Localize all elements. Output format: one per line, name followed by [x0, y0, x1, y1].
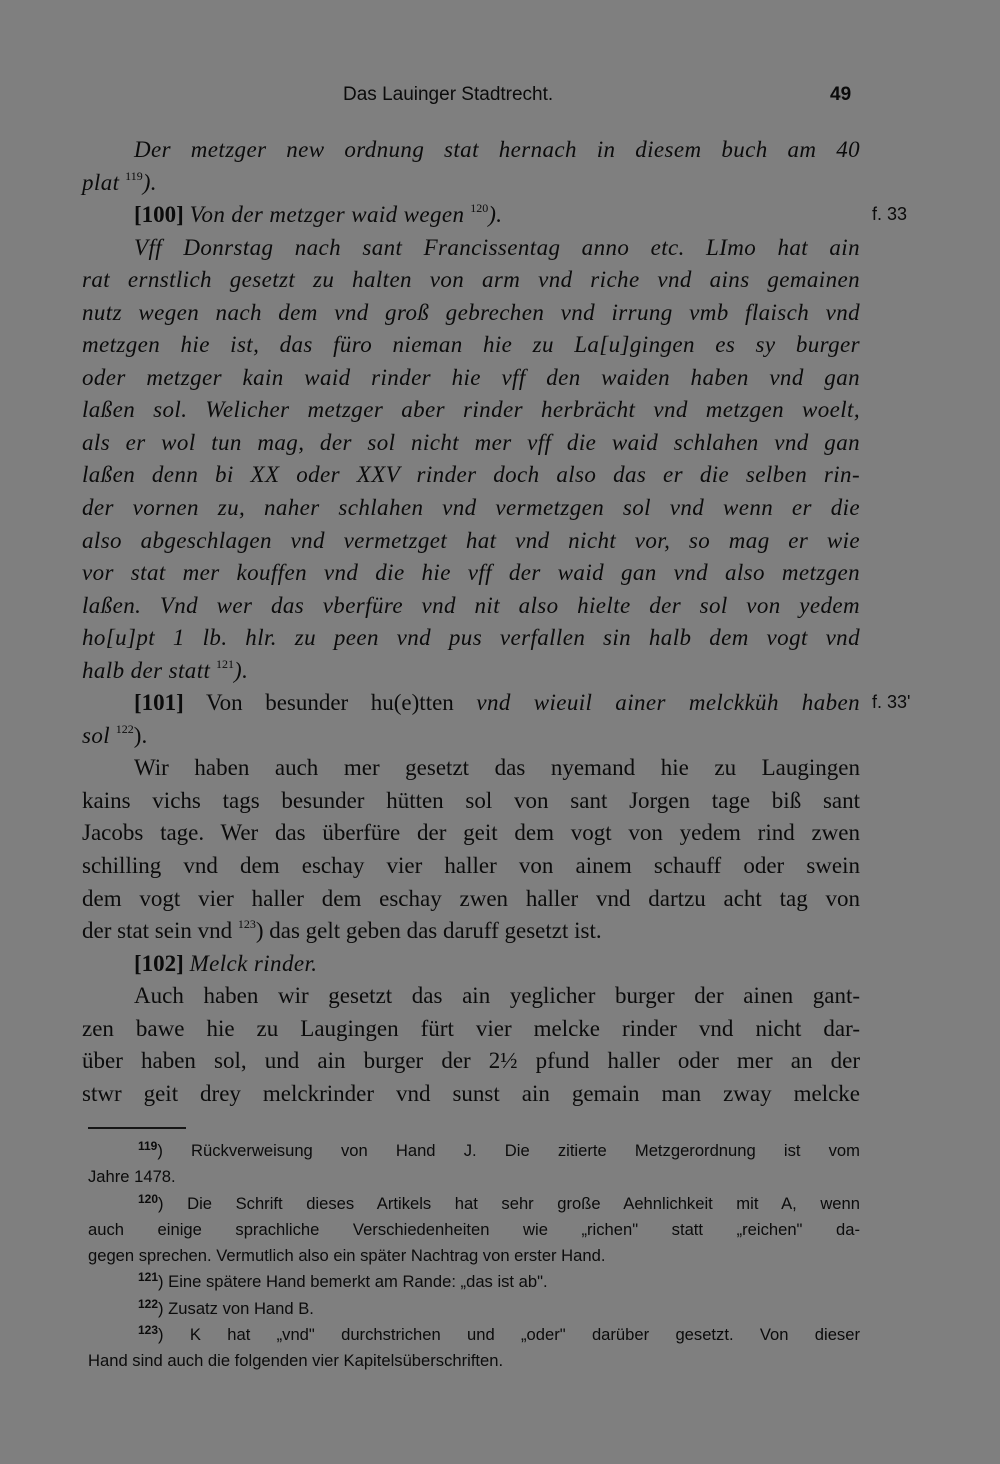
- text-line: kains vichs tags besunder hütten sol von sant Jorgen tage biß sant: [82, 787, 860, 813]
- footnote-ref: 122: [115, 721, 134, 736]
- text-line: metzgen hie ist, das füro nieman hie zu La[u]gingen es sy burger: [82, 332, 860, 358]
- text-line: Der metzger new ordnung stat hernach in diesem buch am 40: [134, 137, 860, 162]
- text-line: oder metzger kain waid rinder hie vff den waiden haben vnd gan: [82, 364, 860, 390]
- footnote-ref: 120: [470, 201, 489, 216]
- footnote-line: Jahre 1478.: [88, 1167, 176, 1187]
- text-line: stwr geit drey melckrinder vnd sunst ain gemain man zway melcke: [82, 1080, 860, 1106]
- page-number: 49: [830, 84, 852, 105]
- text-line: zen bawe hie zu Laugingen fürt vier melcke rinder vnd nicht dar-: [82, 1015, 860, 1041]
- text-line: Auch haben wir gesetzt das ain yeglicher burger der ainen gant-: [134, 983, 860, 1009]
- text-line: nutz wegen nach dem vnd groß gebrechen vnd irrung vmb flaisch vnd: [82, 299, 860, 325]
- footnote-120: $^{120}$) Die Schrift dieses Artikels hat sehr große Aehnlichkeit mit A, wenn: [138, 1191, 860, 1213]
- text-line: sol $^{122}$).: [82, 721, 148, 748]
- footnote-ref: 123: [237, 917, 256, 932]
- text-line: schilling vnd dem eschay vier haller von ainem schauff oder swein: [82, 853, 860, 879]
- text-line: Vff Donrstag nach sant Francissentag anno etc. LImo hat ain: [134, 234, 860, 260]
- footnote-line: Hand sind auch die folgenden vier Kapitelsüberschriften.: [88, 1351, 504, 1371]
- text-line: als er wol tun mag, der sol nicht mer vff die waid schlahen vnd gan: [82, 429, 860, 455]
- margin-note-folio-33: f. 33: [872, 204, 908, 224]
- text-line: Wir haben auch mer gesetzt das nyemand hie zu Laugingen: [134, 755, 860, 781]
- text-line: also abgeschlagen vnd vermetzget hat vnd nicht vor, so mag er wie: [82, 527, 860, 553]
- footnotes: [88, 1138, 860, 1375]
- margin-note-folio-33-verso: f. 33': [872, 692, 911, 712]
- text-line: dem vogt vier haller dem eschay zwen haller vnd dartzu acht tag von: [82, 885, 860, 911]
- text-line: halb der statt $^{121}$).: [82, 656, 249, 683]
- footnote-123: $^{123}$) K hat „vnd" durchstrichen und „oder" darüber gesetzt. Von dieser: [138, 1323, 860, 1345]
- section-heading-102: [102] Melck rinder.: [134, 950, 318, 976]
- footnote-separator: [88, 1127, 186, 1129]
- page-header: [0, 84, 1000, 110]
- text-line: der vornen zu, naher schlahen vnd vermetzgen sol vnd wenn er die: [82, 495, 860, 521]
- text-line: ho[u]pt 1 lb. hlr. zu peen vnd pus verfallen sin halb dem vogt vnd: [82, 625, 860, 651]
- footnote-119: $^{119}$) Rückverweisung von Hand J. Die zitierte Metzgerordnung ist vom: [138, 1139, 860, 1160]
- section-heading-100: [100] Von der metzger waid wegen $^{120}$).: [134, 201, 503, 228]
- section-heading-101: [101] Von besunder hu(e)tten vnd wieuil ainer melckküh haben: [134, 690, 861, 716]
- footnote-ref: 119: [125, 168, 143, 183]
- footnote-line: auch einige sprachliche Verschiedenheiten wie „richen" statt „reichen" da-: [88, 1219, 860, 1239]
- text-line: laßen denn bi XX oder XXV rinder doch also das er die selben rin-: [82, 462, 860, 488]
- footnote-121: $^{121}$) Eine spätere Hand bemerkt am Rande: „das ist ab".: [138, 1270, 548, 1292]
- footnote-122: $^{122}$) Zusatz von Hand B.: [138, 1296, 314, 1318]
- text-line: über haben sol, und ain burger der 2½ pfund haller oder mer an der: [82, 1048, 860, 1074]
- text-line: plat $^{119}$).: [82, 168, 157, 195]
- text-line: laßen. Vnd wer das vberfüre vnd nit also hielte der sol von yedem: [82, 592, 860, 618]
- footnote-line: gegen sprechen. Vermutlich also ein später Nachtrag von erster Hand.: [88, 1246, 606, 1266]
- main-text: [82, 134, 860, 1110]
- text-line: der stat sein vnd $^{123}$) das gelt geben das daruff gesetzt ist.: [82, 917, 602, 944]
- footnote-ref: 121: [216, 656, 235, 671]
- running-title: Das Lauinger Stadtrecht.: [343, 84, 554, 105]
- text-line: vor stat mer kouffen vnd die hie vff der waid gan vnd also metzgen: [82, 560, 860, 586]
- text-line: laßen sol. Welicher metzger aber rinder herbrächt vnd metzgen woelt,: [82, 397, 860, 423]
- text-line: Jacobs tage. Wer das überfüre der geit dem vogt von yedem rind zwen: [82, 820, 860, 846]
- text-line: rat ernstlich gesetzt zu halten von arm vnd riche vnd ains gemainen: [82, 267, 860, 293]
